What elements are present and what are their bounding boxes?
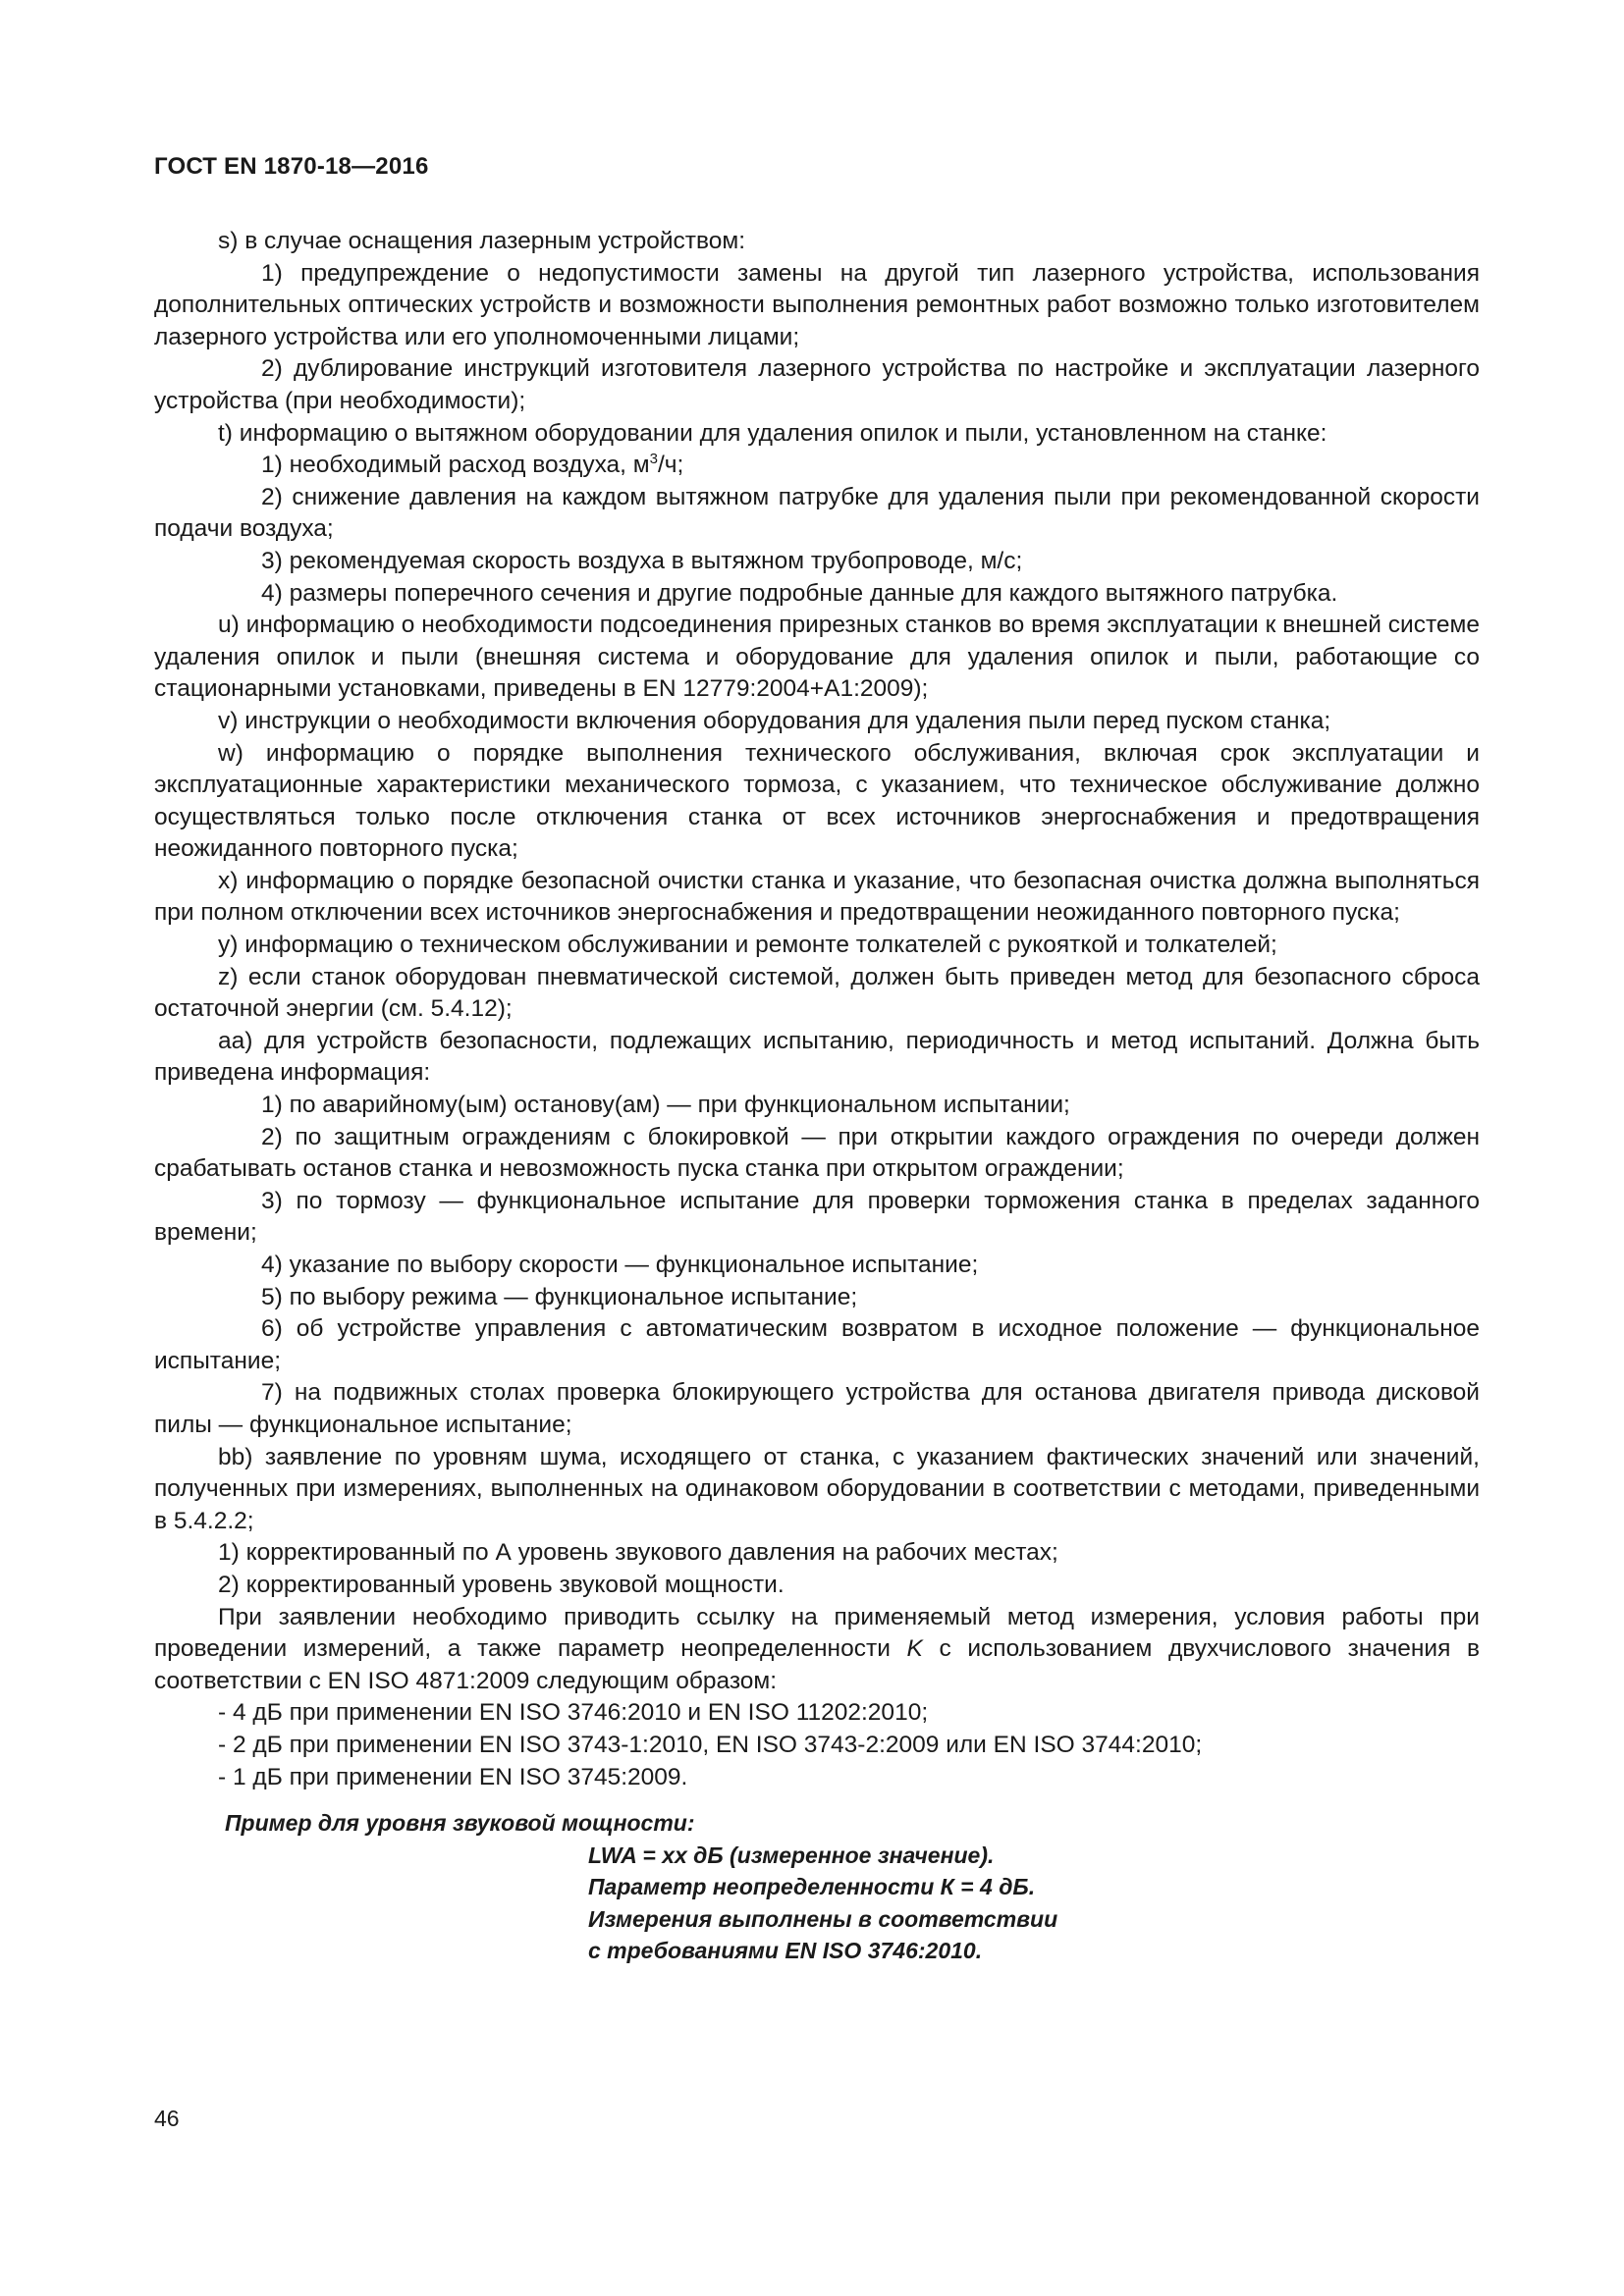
declaration-paragraph xyxy=(154,1602,1480,1698)
dash-item-1: - 4 дБ при применении EN ISO 3746:2010 и EN ISO 11202:2010; xyxy=(218,1699,929,1727)
document-body xyxy=(154,226,1480,1967)
uncertainty-symbol: K xyxy=(906,1635,923,1663)
list-item-bb2: 2) корректированный уровень звуковой мощности. xyxy=(218,1571,785,1598)
list-item-aa6: 6) об устройстве управления с автоматическим возвратом в исходное положение — функциональное испытание; xyxy=(154,1315,1480,1374)
list-item-y: y) информацию о техническом обслуживании и ремонте толкателей с рукояткой и толкателей; xyxy=(218,932,1277,959)
list-item-aa2: 2) по защитным ограждениям с блокировкой — при открытии каждого ограждения по очереди должен срабатывать останов станка и невозможность пуска станка при открытом ограждении; xyxy=(154,1123,1480,1183)
example-line-3: Измерения выполнены в соответствии xyxy=(588,1905,1058,1932)
list-item-t: t) информацию о вытяжном оборудовании для удаления опилок и пыли, установленном на станке: xyxy=(218,419,1327,447)
list-item-aa5: 5) по выбору режима — функциональное испытание; xyxy=(261,1283,858,1310)
list-item-t4: 4) размеры поперечного сечения и другие подробные данные для каждого вытяжного патрубка. xyxy=(261,579,1338,607)
list-item-z: z) если станок оборудован пневматической системой, должен быть приведен метод для безопасного сброса остаточной энергии (см. 5.4.12); xyxy=(154,963,1480,1023)
example-line-1: LWA = xx дБ (измеренное значение). xyxy=(588,1842,995,1868)
list-item-t1 xyxy=(154,450,1480,482)
list-item-bb1: 1) корректированный по А уровень звукового давления на рабочих местах; xyxy=(218,1539,1058,1567)
air-flow-text: 1) необходимый расход воздуха, м xyxy=(261,452,650,479)
declaration-text-end: с использованием двухчислового значения в соответствии с EN ISO 4871:2009 следующим образом: xyxy=(154,1635,1481,1694)
list-item-t3: 3) рекомендуемая скорость воздуха в вытяжном трубопроводе, м/с; xyxy=(261,547,1023,574)
list-item-aa: aa) для устройств безопасности, подлежащих испытанию, периодичность и метод испытаний. Должна быть приведена информация: xyxy=(154,1027,1480,1087)
list-item-s2: 2) дублирование инструкций изготовителя лазерного устройства по настройке и эксплуатации лазерного устройства (при необходимости); xyxy=(154,355,1480,414)
list-item-w: w) информацию о порядке выполнения технического обслуживания, включая срок эксплуатации и эксплуатационные характеристики механического тормоза, с указанием, что техническое обслуживание должно осуществляться только после отключения станка от всех источников энергоснабжения и предотвращения неожиданного повторного пуска; xyxy=(154,739,1480,863)
example-line-2: Параметр неопределенности К = 4 дБ. xyxy=(588,1874,1036,1900)
declaration-text-start: При заявлении необходимо приводить ссылку на применяемый метод измерения, условия работы при проведении измерений, а также параметр неопределенности xyxy=(154,1603,1480,1663)
example-title: Пример для уровня звуковой мощности: xyxy=(225,1810,695,1837)
list-item-v: v) инструкции о необходимости включения оборудования для удаления пыли перед пуском станка; xyxy=(218,707,1331,734)
document-code-header: ГОСТ EN 1870-18—2016 xyxy=(154,153,429,180)
list-item-bb: bb) заявление по уровням шума, исходящего от станка, с указанием фактических значений или значений, полученных при измерениях, выполненных на одинаковом оборудовании в соответствии с методами, приведенными в 5.4.2.2; xyxy=(154,1443,1480,1534)
list-item-aa1: 1) по аварийному(ым) останову(ам) — при функциональном испытании; xyxy=(261,1092,1070,1119)
list-item-aa7: 7) на подвижных столах проверка блокирующего устройства для останова двигателя привода дисковой пилы — функциональное испытание; xyxy=(154,1379,1480,1438)
example-line-4: с требованиями EN ISO 3746:2010. xyxy=(588,1938,983,1964)
list-item-aa3: 3) по тормозу — функциональное испытание для проверки торможения станка в пределах заданного времени; xyxy=(154,1187,1480,1247)
dash-item-2: - 2 дБ при применении EN ISO 3743-1:2010, EN ISO 3743-2:2009 или EN ISO 3744:2010; xyxy=(218,1731,1203,1758)
unit-exponent: 3 xyxy=(649,451,658,468)
dash-item-3: - 1 дБ при применении EN ISO 3745:2009. xyxy=(218,1763,688,1790)
list-item-t2: 2) снижение давления на каждом вытяжном патрубке для удаления пыли при рекомендованной скорости подачи воздуха; xyxy=(154,483,1480,543)
list-item-aa4: 4) указание по выбору скорости — функциональное испытание; xyxy=(261,1252,979,1278)
list-item-s: s) в случае оснащения лазерным устройством: xyxy=(218,228,746,254)
air-flow-unit: /ч; xyxy=(657,452,684,479)
list-item-u: u) информацию о необходимости подсоединения прирезных станков во время эксплуатации к внешней системе удаления опилок и пыли (внешняя система и оборудование для удаления опилок и пыли, работающие со стационарными установками, приведены в EN 12779:2004+A1:2009); xyxy=(154,612,1480,703)
page-number: 46 xyxy=(154,2106,180,2131)
list-item-s1: 1) предупреждение о недопустимости замены на другой тип лазерного устройства, использования дополнительных оптических устройств и возможности выполнения ремонтных работ возможно только изготовителем лазерного устройства или его уполномоченными лицами; xyxy=(154,259,1480,350)
list-item-x: x) информацию о порядке безопасной очистки станка и указание, что безопасная очистка должна выполняться при полном отключении всех источников энергоснабжения и предотвращении неожиданного повторного пуска; xyxy=(154,867,1480,927)
